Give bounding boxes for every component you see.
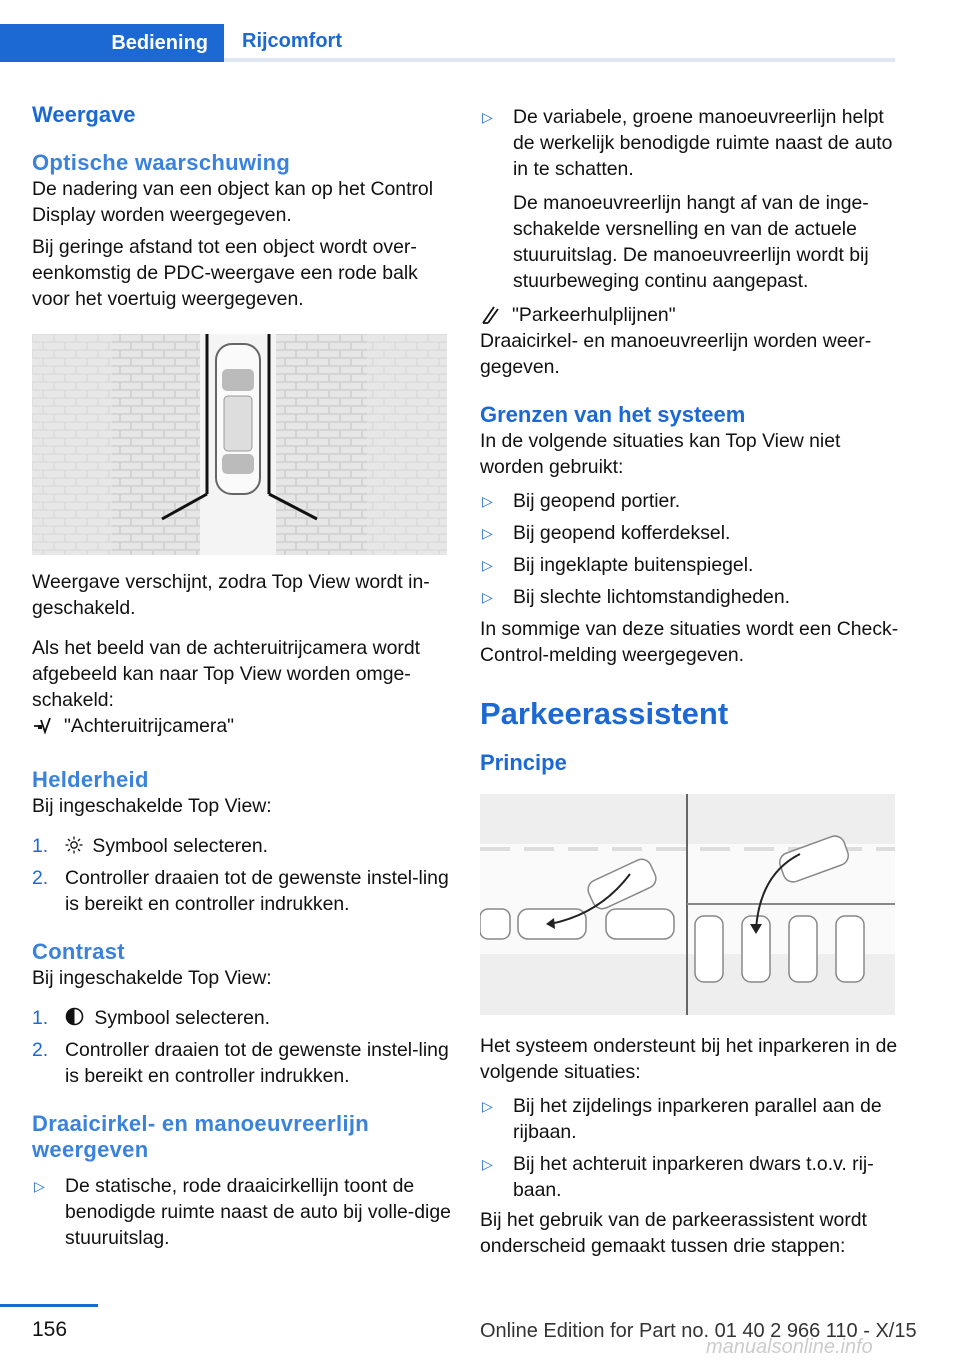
list-item <box>480 1093 900 1145</box>
bullet-triangle-icon: ▷ <box>482 493 493 509</box>
list-item <box>480 488 900 514</box>
step-number: 1. <box>32 1007 49 1029</box>
sun-icon <box>65 835 87 861</box>
paragraph: Als het beeld van de achteruitrijcamera wordt afgebeeld kan naar Top View worden omge-schakeld: <box>32 637 421 711</box>
icon-line-camera <box>32 713 452 739</box>
bullet-triangle-icon: ▷ <box>482 109 493 125</box>
paragraph: Bij het gebruik van de parkeerassistent wordt onderscheid gemaakt tussen drie stappen: <box>480 1209 867 1257</box>
left-column <box>32 100 452 1251</box>
paragraph: Bij ingeschakelde Top View: <box>32 795 272 817</box>
bullet-triangle-icon: ▷ <box>482 525 493 541</box>
bullet-text: Bij geopend portier. <box>513 490 681 512</box>
list-item <box>32 1005 452 1033</box>
list-item <box>32 1037 452 1089</box>
bullet-text: Bij geopend kofferdeksel. <box>513 522 731 544</box>
tab-rijcomfort[interactable]: Rijcomfort <box>242 29 342 52</box>
right-column <box>480 100 900 1259</box>
bullet-triangle-icon: ▷ <box>482 557 493 573</box>
half-circle-icon <box>65 1007 89 1033</box>
step-number: 1. <box>32 835 49 857</box>
heading-grenzen: Grenzen van het systeem <box>480 402 746 427</box>
bullet-text: Bij het zijdelings inparkeren parallel aan de rijbaan. <box>513 1095 882 1143</box>
step-number: 2. <box>32 1039 49 1061</box>
bullet-triangle-icon: ▷ <box>482 1156 493 1172</box>
parking-principle-figure <box>480 794 895 1015</box>
bullet-text: Bij het achteruit inparkeren dwars t.o.v. rij-baan. <box>513 1153 874 1201</box>
list-item <box>480 1151 900 1203</box>
list-item <box>480 584 900 610</box>
paragraph: Weergave verschijnt, zodra Top View wordt in-geschakeld. <box>32 571 430 619</box>
bullet-triangle-icon: ▷ <box>34 1178 45 1194</box>
header-tabbar <box>0 0 895 62</box>
paragraph: Bij ingeschakelde Top View: <box>32 967 272 989</box>
list-item <box>480 104 900 294</box>
heading-principe: Principe <box>480 750 567 775</box>
heading-parkeerassistent: Parkeerassistent <box>480 696 729 731</box>
page-number: 156 <box>32 1318 68 1341</box>
step-text: Controller draaien tot de gewenste instel-ling is bereikt en controller indrukken. <box>65 867 449 915</box>
parking-label: "Parkeerhulplijnen" <box>512 304 676 326</box>
bullet-text: Bij slechte lichtomstandigheden. <box>513 586 791 608</box>
heading-weergave: Weergave <box>32 102 136 127</box>
paragraph: De nadering van een object kan op het Control Display worden weergegeven. <box>32 178 434 226</box>
heading-helderheid: Helderheid <box>32 767 149 792</box>
list-item <box>32 865 452 917</box>
tab-bediening[interactable]: Bediening <box>0 24 224 62</box>
list-item <box>32 833 452 861</box>
bullet-text: De statische, rode draaicirkellijn toont de benodigde ruimte naast de auto bij volle-dige stuuruitslag. <box>65 1175 451 1249</box>
paragraph: Het systeem ondersteunt bij het inparkeren in de volgende situaties: <box>480 1035 898 1083</box>
paragraph: In de volgende situaties kan Top View niet worden gebruikt: <box>480 430 841 478</box>
list-item <box>480 520 900 546</box>
camera-icon <box>32 716 64 736</box>
camera-label: "Achteruitrijcamera" <box>64 715 235 737</box>
paragraph: In sommige van deze situaties wordt een Check-Control-melding weergegeven. <box>480 618 899 666</box>
parking-lines-icon <box>480 305 512 325</box>
paragraph: Bij geringe afstand tot een object wordt over-eenkomstig de PDC-weergave een rode balk voor het voertuig weergegeven. <box>32 236 418 310</box>
paragraph: Draaicirkel- en manoeuvreerlijn worden weer-gegeven. <box>480 330 872 378</box>
heading-draaicirkel: Draaicirkel- en manoeuvreerlijn weergeven <box>32 1111 370 1162</box>
step-text: Controller draaien tot de gewenste instel-ling is bereikt en controller indrukken. <box>65 1039 449 1087</box>
heading-optische-waarschuwing: Optische waarschuwing <box>32 150 291 175</box>
bullet-text: De variabele, groene manoeuvreerlijn helpt de werkelijk benodigde ruimte naast de auto in te schatten. <box>513 106 893 180</box>
bullet-text: De manoeuvreerlijn hangt af van de inge-schakelde versnelling en van de actuele stuuruitslag. De manoeuvreerlijn wordt bij stuurbeweging continu aangepast. <box>513 192 869 292</box>
step-text: Symbool selecteren. <box>94 1007 271 1029</box>
step-text: Symbool selecteren. <box>92 835 269 857</box>
edition-note: Online Edition for Part no. 01 40 2 966 110 - X/15 <box>480 1320 917 1342</box>
icon-line-parking <box>480 302 900 328</box>
step-number: 2. <box>32 867 49 889</box>
list-item <box>32 1173 452 1251</box>
list-item <box>480 552 900 578</box>
footer-rule <box>0 1304 98 1307</box>
top-view-parking-figure <box>32 334 447 555</box>
watermark: manualsonline.info <box>706 1336 873 1358</box>
bullet-text: Bij ingeklapte buitenspiegel. <box>513 554 754 576</box>
bullet-triangle-icon: ▷ <box>482 589 493 605</box>
bullet-triangle-icon: ▷ <box>482 1098 493 1114</box>
heading-contrast: Contrast <box>32 939 125 964</box>
